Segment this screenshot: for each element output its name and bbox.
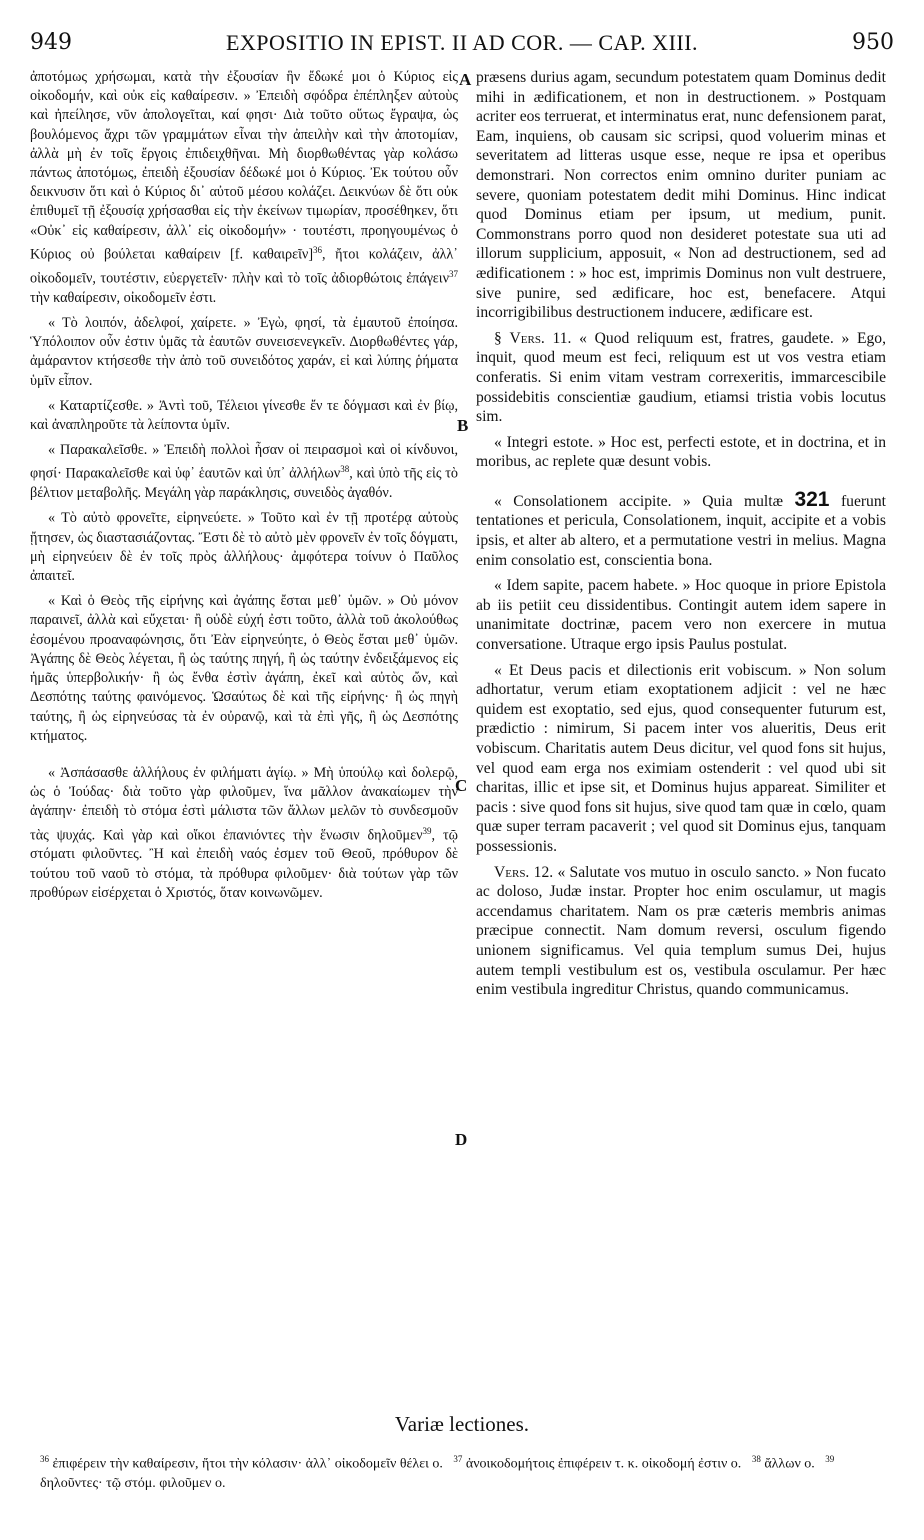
- footnote-ref: 36: [313, 244, 323, 255]
- section-mark: §: [494, 329, 502, 347]
- margin-mark-b: B: [457, 416, 469, 435]
- greek-paragraph: « Καὶ ὁ Θεὸς τῆς εἰρήνης καὶ ἀγάπης ἔσται μεθ᾽ ὑμῶν. » Οὐ μόνον παραινεῖ, ἀλλὰ καὶ εὔχεται· ἢ οὐδὲ εὐχή ἐστι τοῦτο, ἀλλὰ τοῦ ἀκολούθως ἐσομένου προαναφώνησις, ὅτι Ἐὰν εἰρηνεύητε, ὁ Θεὸς ἔσται μεθ᾽ ὑμῶν. Ἀγάπης δὲ Θεὸς λέγεται, ἢ ὡς ταύτης πηγή, ἢ ὡς ταύτην ἐνδειξάμενος εἰς ἡμᾶς ὑπερβολικήν· ἢ ὡς ἔνθα ἐστὶν ἀγάπη, ἐκεῖ καὶ αὐτὸς ὤν, καὶ Δεσπότης ταύτης φαινόμενος. Ὡσαύτως δὲ καὶ τῆς εἰρήνης· ἢ ὡς πηγὴ ταύτης, ἢ ὡς εἰρηνεύσας τὰ ἐν οὐρανῷ, καὶ τὰ ἐπὶ γῆς, ἢ ὡς Δεσπότης κτήματος.: [30, 593, 458, 744]
- footnote-text: δηλοῦντες· τῷ στόμ. φιλοῦμεν ο.: [40, 1475, 226, 1491]
- greek-paragraph: ἀποτόμως χρήσωμαι, κατὰ τὴν ἐξουσίαν ἣν ἔδωκέ μοι ὁ Κύριος εἰς οἰκοδομήν, καὶ οὐκ εἰς καθαίρεσιν. » Ἐπειδὴ σφόδρα ἐπέπληξεν αὐτοὺς καὶ ἠπείλησε, νῦν ἀπολογεῖται, καί φησι· Διὰ τοῦτο οὕτως ἔγραψα, ὡς βουλόμενος ἄχρι τῶν γραμμάτων εἶναι τὴν ἀπειλὴν καὶ τὴν ἀποτομίαν, ἀλλὰ μὴ ἐν τοῖς ἔργοις ἐπιδειχθῆναι. Μὴ διορθωθέντας γὰρ κολάσω πάντως ἀποτόμως, ἐπειδὴ ἐξουσίαν δέδωκέ μοι ὁ Κύριος. Ἐκ τούτου οὖν δεικνυσιν ὅτι καὶ ὁ Κύριος δι᾽ αὐτοῦ μέσου κολάζει. Δεικνύων δὲ ὅτι οὐκ ἐπιθυμεῖ τῇ ἐξουσίᾳ χρήσασθαι εἰς τὴν ἐκείνων τιμωρίαν, προσέθηκεν, ὅτι «Οὐκ᾽ εἰς καθαίρεσιν, ἀλλ᾽ εἰς οἰκοδομήν» · τουτέστι, προηγουμένως ὁ Κύριος οὐ βούλεται καθαίρειν [f. καθαιρεῖν]$^{36}$, ἤτοι κολάζειν, ἀλλ᾽ οἰκοδομεῖν, τουτέστιν, εὐεργετεῖν· πλὴν καὶ τὸ τοῖς ἀδιορθώτοις ἐπάγειν$^{37}$ τὴν καθαίρεσιν, οἰκοδομεῖν ἐστι.: [30, 69, 458, 306]
- footnote-number: 38: [751, 1454, 761, 1464]
- footnote-number: 36: [40, 1454, 49, 1464]
- page-number-right: 950: [852, 30, 894, 55]
- latin-paragraph: « Et Deus pacis et dilectionis erit vobiscum. » Non solum adhortatur, verum etiam exoptationem adjicit : vel ne hæc quidem est exoptatio, sed ejus, quod consequenter futurum est, prædictio : nimirum, Si pacem inter vos alueritis, Deus erit vobiscum. Charitatis autem Deus dicitur, vel quod fons sit hujus, vel quod eam erga nos eximiam ostenderit : vel quod ubi sit charitas, illic et ipse sit, et Dominus hujus appareat. Similiter et pacis : sive quod fons sit hujus, sive quod tam quæ in cœlo, quam quæ super terram pacaverit ; vel quod sit Dominus ejus, tanquam possessionis.: [476, 661, 886, 855]
- variae-lectiones-heading: Variæ lectiones.: [394, 1412, 530, 1436]
- greek-paragraph: « Τὸ αὐτὸ φρονεῖτε, εἰρηνεύετε. » Τοῦτο καὶ ἐν τῇ προτέρᾳ αὐτοὺς ᾔτησεν, ὡς διαστασιάζοντας. Ἔστι δὲ τὸ αὐτὸ μὲν φρονεῖν ἐν τοῖς δόγματι, μὴ εἰρηνεύειν δὲ ἐν τοῖς πρὸς ἀλλήλους· ἀμφότερα τοίνυν ὁ Παῦλος ἀπαιτεῖ.: [30, 510, 458, 585]
- greek-column: [30, 68, 458, 909]
- footnote-text: ἐπιφέρειν τὴν καθαίρεσιν, ἤτοι τὴν κόλασιν· ἀλλ᾽ οἰκοδομεῖν θέλει ο.: [52, 1456, 443, 1472]
- footnotes: [40, 1450, 890, 1493]
- greek-paragraph: « Καταρτίζεσθε. » Ἀντὶ τοῦ, Τέλειοι γίνεσθε ἔν τε δόγμασι καὶ ἐν βίῳ, καὶ ἀναπληροῦτε τὰ λείποντα ὑμῖν.: [30, 397, 458, 433]
- footnote-ref: 38: [340, 464, 350, 475]
- margin-mark-a: A: [459, 70, 472, 89]
- latin-paragraph: § Vers. 11. « Quod reliquum est, fratres, gaudete. » Ego, inquit, quod meum est feci, reliquum est ut vos vestra etiam conferatis. Si enim vitam vestram correxeritis, immarcescibile possidebitis conscientiæ gaudium, etiamsi tristia vobis locutus sim.: [476, 329, 886, 426]
- latin-paragraph: præsens durius agam, secundum potestatem quam Dominus dedit mihi in ædificationem, et non in destructionem. » Postquam acriter eos terruerat, et interminatus erat, nunc defensionem parat, Eam, inquiens, ob causam sic scripsi, quod voluerim minas et severitatem ad litteras usque esse, neque re ipsa et operibus demonstrari. Non correctos enim omnino duriter puniam ac severe, quoniam potestatem dedit mihi Dominus. Hinc indicat quod Dominus etiam per ipsum, ut medium, punit. Commonstrans porro quod non desideret potestate sua uti ad illorum supplicium, apposuit, « Non ad destructionem, sed ad ædificationem : » hoc est, imprimis Dominus non vult destruere, sive punire, sed ædificare, hoc est, benefacere. Atqui incorrigibilibus destructionem inducere, ædificare est.: [476, 69, 887, 322]
- footnote-number: 37: [453, 1454, 463, 1464]
- greek-paragraph: « Τὸ λοιπόν, ἀδελφοί, χαίρετε. » Ἐγὼ, φησί, τὰ ἐμαυτοῦ ἐποίησα. Ὑπόλοιπον οὖν ἐστιν ὑμᾶς τὰ ἑαυτῶν συνεισενεγκεῖν. Διορθωθέντες γάρ, ἀμάραντον κτήσεσθε τὴν ἀπὸ τοῦ συνειδότος χαράν, εἰ καὶ λύπης ῥήματα ὑμῖν εἶπον.: [30, 314, 458, 389]
- latin-paragraph: « Consolationem accipite. » Quia multæ 321 fuerunt tentationes et pericula, Consolationem, inquit, accipite et a vobis ipsis, et alter ab altero, et a permutatione vestri in melius. Magna enim consolatio est, conscientia bona.: [476, 487, 886, 569]
- verse-label: Vers. 11.: [509, 329, 572, 347]
- latin-paragraph: « Integri estote. » Hoc est, perfecti estote, et in doctrina, et in moribus, ac replete quæ desunt vobis.: [476, 433, 886, 471]
- margin-mark-d: D: [455, 1130, 468, 1149]
- page-number-left: 949: [30, 30, 72, 55]
- verse-label: Vers. 12.: [494, 863, 554, 881]
- greek-paragraph: « Ἀσπάσασθε ἀλλήλους ἐν φιλήματι ἁγίῳ. » Μὴ ὑπούλῳ καὶ δολερῷ, ὡς ὁ Ἰούδας· διὰ τοῦτο γὰρ φιλοῦμεν, ἵνα μᾶλλον ἀνακαίωμεν τὴν ἀγάπην· ἐπειδὴ τὸ στόμα ἐστὶ μάλιστα τῶν ἄλλων μελῶν τὸ συνδεσμοῦν τὰς ψυχάς. Καὶ γὰρ καὶ οἴκοι ἐπανιόντες τὴν ἕνωσιν δηλοῦμεν$^{39}$, τῷ στόματι φιλοῦντες. Ἢ καὶ ἐπειδὴ ναός ἐσμεν τοῦ Θεοῦ, πρόθυρον δὲ τούτου τοῦ ναοῦ τὸ στόμα, τὰ πρόθυρα φιλοῦμεν· διὰ τούτων γὰρ τῶν προθύρων εἰσέρχεται ὁ Χριστός, ὅταν κοινωνῶμεν.: [30, 764, 458, 901]
- latin-paragraph: Vers. 12. « Salutate vos mutuo in osculo sancto. » Non fucato ac doloso, Judæ instar. Propter hoc enim osculamur, ut magis accendamus charitatem. Nam os præ cæteris membris animas præcipue connectit. Nam domum reversi, osculum figendo unionem significamus. Vel quia templum sumus Dei, hujus autem templi vestibulum est os, vestibula osculamur. Per hæc enim vestibula ingreditur Christus, quando communicamus.: [476, 863, 886, 999]
- latin-paragraph: « Idem sapite, pacem habete. » Hoc quoque in priore Epistola ab iis petiit ceu dissidentibus. Contingit autem idem sapere in unanimitate doctrinæ, pacem vero non exercere in mutua conversatione. Utraque ergo ipsis Paulus postulat.: [476, 577, 886, 654]
- running-title: EXPOSITIO IN EPIST. II AD COR. — CAP. XIII.: [225, 30, 699, 55]
- column-number: 321: [794, 487, 830, 511]
- latin-column: [476, 68, 886, 1006]
- footnote-text: ἀνοικοδομήτοις ἐπιφέρειν τ. κ. οἰκοδομή ἐστιν ο.: [465, 1456, 742, 1472]
- footnote-text: ἄλλων ο.: [764, 1456, 815, 1472]
- greek-paragraph: « Παρακαλεῖσθε. » Ἐπειδὴ πολλοὶ ἦσαν οἱ πειρασμοὶ καὶ οἱ κίνδυνοι, φησί· Παρακαλεῖσθε καὶ ὑφ᾽ ἑαυτῶν καὶ ὑπ᾽ ἀλλήλων$^{38}$, καὶ ὑπὸ τῆς εἰς τὸ βέλτιον μεταβολῆς. Μεγάλη γὰρ παράκλησις, συνειδὸς ἀγαθόν.: [30, 442, 458, 502]
- running-header: [0, 30, 924, 58]
- footnote-number: 39: [825, 1454, 835, 1464]
- footnote-ref: 37: [449, 268, 458, 279]
- margin-mark-c: C: [455, 776, 468, 795]
- footnote-ref: 39: [422, 825, 432, 836]
